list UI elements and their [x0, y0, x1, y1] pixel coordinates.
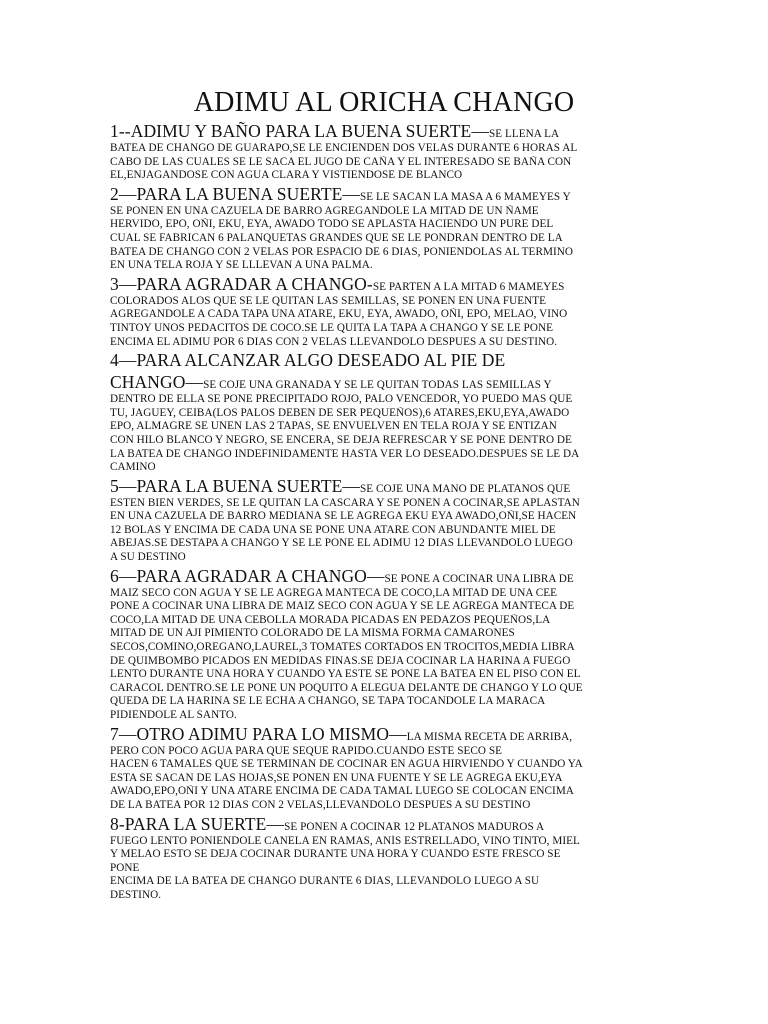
section-heading: 2—PARA LA BUENA SUERTE—	[110, 183, 361, 204]
section-first-line: SE PONE A COCINAR UNA LIBRA DE	[384, 572, 574, 585]
section-first-line: SE LE SACAN LA MASA A 6 MAMEYES Y	[360, 190, 571, 203]
section-heading: 5—PARA LA BUENA SUERTE—	[110, 475, 361, 496]
section-line: BATEA DE CHANGO CON 2 VELAS POR ESPACIO DE 6 DIAS, PONIENDOLAS AL TERMINO	[110, 245, 573, 258]
section-7	[110, 723, 658, 813]
section-first-line: SE PARTEN A LA MITAD 6 MAMEYES	[372, 280, 565, 293]
section-line: EN UNA CAZUELA DE BARRO MEDIANA SE LE AGREGA EKU EYA AWADO,OÑI,SE HACEN	[110, 510, 577, 523]
section-line: DESTINO.	[110, 888, 162, 901]
section-8	[110, 813, 658, 903]
section-first-line: SE COJE UNA GRANADA Y SE LE QUITAN TODAS LAS SEMILLAS Y	[203, 379, 552, 392]
section-first-line: SE COJE UNA MANO DE PLATANOS QUE	[360, 482, 571, 495]
section-line: SE PONEN EN UNA CAZUELA DE BARRO AGREGANDOLE LA MITAD DE UN ÑAME	[110, 204, 539, 217]
section-6	[110, 565, 658, 723]
section-line: COLORADOS ALOS QUE SE LE QUITAN LAS SEMILLAS, SE PONEN EN UNA FUENTE	[110, 294, 547, 307]
section-line: QUEDA DE LA HARINA SE LE ECHA A CHANGO, SE TAPA TOCANDOLE LA MARACA	[110, 695, 546, 708]
section-line: DENTRO DE ELLA SE PONE PRECIPITADO ROJO, PALO VENCEDOR, YO PUEDO MAS QUE	[110, 393, 573, 406]
section-2	[110, 183, 658, 273]
section-line: CUAL SE FABRICAN 6 PALANQUETAS GRANDES QUE SE LE PONDRAN DENTRO DE LA	[110, 231, 563, 244]
section-line: EPO, ALMAGRE SE UNEN LAS 2 TAPAS, SE ENVUELVEN EN TELA ROJA Y SE ENTIZAN	[110, 420, 557, 433]
section-heading: 8-PARA LA SUERTE—	[110, 813, 285, 834]
section-line: TINTOY UNOS PEDACITOS DE COCO.SE LE QUITA LA TAPA A CHANGO Y SE LE PONE	[110, 321, 553, 334]
section-line: PERO CON POCO AGUA PARA QUE SEQUE RAPIDO.CUANDO ESTE SECO SE	[110, 744, 503, 757]
section-line: CARACOL DENTRO.SE LE PONE UN POQUITO A ELEGUA DELANTE DE CHANGO Y LO QUE	[110, 681, 583, 694]
section-line: DE LA BATEA POR 12 DIAS CON 2 VELAS,LLEVANDOLO DESPUES A SU DESTINO	[110, 798, 531, 811]
section-line: ESTEN BIEN VERDES, SE LE QUITAN LA CASCARA Y SE PONEN A COCINAR,SE APLASTAN	[110, 496, 580, 509]
section-line: TU, JAGUEY, CEIBA(LOS PALOS DEBEN DE SER PEQUEÑOS),6 ATARES,EKU,EYA,AWADO	[110, 406, 570, 419]
section-line: EN UNA TELA ROJA Y SE LLLEVAN A UNA PALMA.	[110, 259, 373, 272]
section-5	[110, 475, 658, 565]
section-line: ENCIMA EL ADIMU POR 6 DIAS CON 2 VELAS LLEVANDOLO DESPUES A SU DESTINO.	[110, 335, 558, 348]
section-line: DE QUIMBOMBO PICADOS EN MEDIDAS FINAS.SE DEJA COCINAR LA HARINA A FUEGO	[110, 654, 571, 667]
section-line: SECOS,COMINO,OREGANO,LAUREL,3 TOMATES CORTADOS EN TROCITOS,MEDIA LIBRA	[110, 641, 575, 654]
section-line: Y MELAO ESTO SE DEJA COCINAR DURANTE UNA HORA Y CUANDO ESTE FRESCO SE	[110, 848, 561, 861]
section-line: LENTO DURANTE UNA HORA Y CUANDO YA ESTE SE PONE LA BATEA EN EL PISO CON EL	[110, 668, 581, 681]
section-line: ABEJAS.SE DESTAPA A CHANGO Y SE LE PONE EL ADIMU 12 DIAS LLEVANDOLO LUEGO	[110, 537, 573, 550]
section-4	[110, 349, 658, 475]
section-line: MITAD DE UN AJI PIMIENTO COLORADO DE LA MISMA FORMA CAMARONES	[110, 627, 515, 640]
section-line: ENCIMA DE LA BATEA DE CHANGO DURANTE 6 DIAS, LLEVANDOLO LUEGO A SU	[110, 875, 540, 888]
section-line: A SU DESTINO	[110, 551, 186, 564]
section-line: PIDIENDOLE AL SANTO.	[110, 709, 237, 721]
section-first-line: LA MISMA RECETA DE ARRIBA,	[406, 730, 573, 743]
section-1	[110, 120, 658, 183]
section-heading-continued: CHANGO—	[110, 372, 204, 393]
section-3	[110, 273, 658, 349]
section-line: AGREGANDOLE A CADA TAPA UNA ATARE, EKU, EYA, AWADO, OÑI, EPO, MELAO, VINO	[110, 308, 568, 321]
section-line: LA BATEA DE CHANGO INDEFINIDAMENTE HASTA VER LO DESEADO.DESPUES SE LE DA	[110, 447, 580, 460]
section-line: BATEA DE CHANGO DE GUARAPO,SE LE ENCIENDEN DOS VELAS DURANTE 6 HORAS AL	[110, 142, 578, 154]
section-line: FUEGO LENTO PONIENDOLE CANELA EN RAMAS, ANÍS ESTRELLADO, VINO TINTO, MIEL	[110, 834, 580, 847]
section-line: COCO,LA MITAD DE UNA CEBOLLA MORADA PICADAS EN PEDAZOS PEQUEÑOS,LA	[110, 613, 551, 626]
document-title: ADIMU AL ORICHA CHANGO	[193, 87, 575, 118]
section-line: EL,ENJAGANDOSE CON AGUA CLARA Y VISTIENDOSE DE BLANCO	[110, 169, 463, 182]
section-line: ESTA SE SACAN DE LAS HOJAS,SE PONEN EN UNA FUENTE Y SE LE AGREGA EKU,EYA	[110, 771, 563, 784]
section-line: PONE A COCINAR UNA LIBRA DE MAIZ SECO CON AGUA Y SE LE AGREGA MANTECA DE	[110, 600, 575, 613]
section-line: CAMINO	[110, 461, 156, 474]
section-heading: 6—PARA AGRADAR A CHANGO—	[110, 565, 385, 586]
section-line: CON HILO BLANCO Y NEGRO, SE ENCERA, SE DEJA REFRESCAR Y SE PONE DENTRO DE	[110, 433, 572, 446]
section-heading: 4—PARA ALCANZAR ALGO DESEADO AL PIE DE	[110, 350, 506, 371]
section-first-line: SE LLENA LA	[488, 128, 560, 140]
section-line: CABO DE LAS CUALES SE LE SACA EL JUGO DE CAÑA Y EL INTERESADO SE BAÑA CON	[110, 155, 572, 168]
section-line: AWADO,EPO,OÑI Y UNA ATARE ENCIMA DE CADA TAMAL LUEGO SE COLOCAN ENCIMA	[110, 785, 574, 798]
section-line: HACEN 6 TAMALES QUE SE TERMINAN DE COCINAR EN AGUA HIRVIENDO Y CUANDO YA	[110, 758, 583, 771]
section-heading: 3—PARA AGRADAR A CHANGO-	[110, 273, 373, 294]
section-heading: 1--ADIMU Y BAÑO PARA LA BUENA SUERTE—	[110, 121, 489, 141]
section-line: 12 BOLAS Y ENCIMA DE CADA UNA SE PONE UNA ATARE CON ABUNDANTE MIEL DE	[110, 523, 556, 536]
section-first-line: SE PONEN A COCINAR 12 PLATANOS MADUROS A	[284, 820, 545, 833]
document-page	[110, 86, 658, 903]
section-line: HERVIDO, EPO, OÑI, EKU, EYA, AWADO TODO SE APLASTA HACIENDO UN PURE DEL	[110, 218, 554, 231]
section-line: MAIZ SECO CON AGUA Y SE LE AGREGA MANTECA DE COCO,LA MITAD DE UNA CEE	[110, 586, 558, 599]
section-heading: 7—OTRO ADIMU PARA LO MISMO—	[110, 723, 407, 744]
section-line: PONE	[110, 861, 140, 874]
